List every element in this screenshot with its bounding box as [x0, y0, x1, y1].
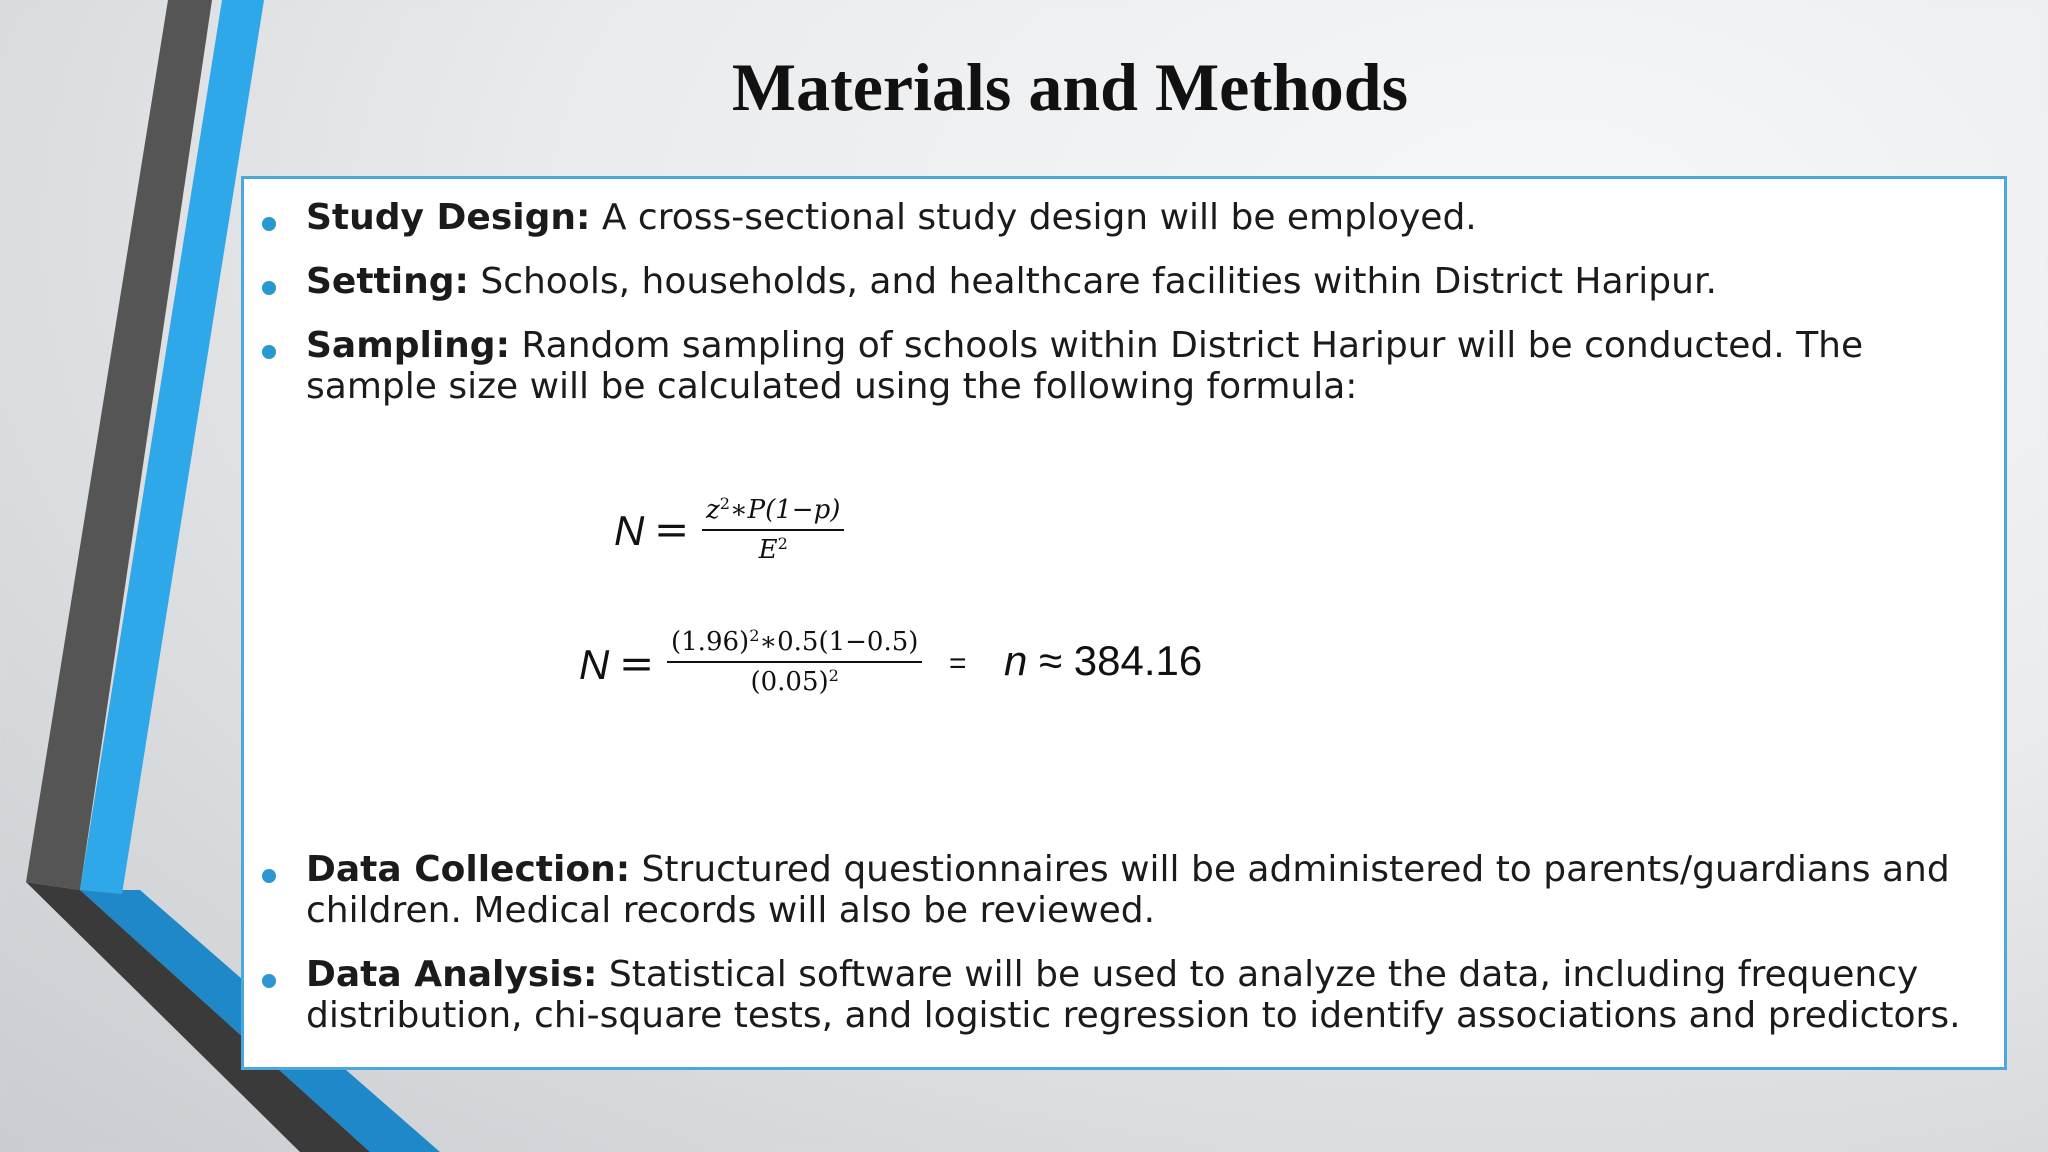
result	[1004, 637, 1202, 685]
bullet-label: Data Collection:	[306, 849, 631, 890]
var-e: E	[758, 535, 778, 565]
exponent: 2	[749, 626, 760, 646]
exponent: 2	[777, 534, 788, 554]
formula-denominator	[702, 531, 844, 565]
result-equals: =	[949, 647, 967, 680]
bullet-body: A cross-sectional study design will be employed.	[590, 197, 1477, 238]
bullet-dot	[262, 217, 276, 231]
formula-fraction	[667, 627, 922, 697]
result-value: ≈ 384.16	[1027, 637, 1203, 684]
formula-lhs: N	[614, 507, 645, 554]
bullet-body: Schools, households, and healthcare facilities within District Haripur.	[468, 261, 1717, 302]
var-z: z	[706, 495, 720, 525]
bullet-text	[306, 954, 1974, 1036]
formula-lhs: N	[579, 641, 610, 688]
numerator-rest: ∗P(1−p)	[729, 495, 841, 525]
bullet-text	[306, 325, 1974, 407]
bullet-label: Setting:	[306, 261, 469, 302]
formula-numerator	[702, 495, 844, 531]
bullet-body: Statistical software will be used to analyze the data, including frequency distribution, chi-square tests, and logistic regression to identify associations and predictors.	[306, 954, 1961, 1036]
content-box	[241, 176, 2007, 1070]
result-var: n	[1004, 637, 1028, 684]
denominator-base: (0.05)	[750, 667, 829, 697]
bullet-dot	[262, 974, 276, 988]
bullet-label: Data Analysis:	[306, 954, 598, 995]
bullet-text	[306, 261, 1974, 302]
slide-title: Materials and Methods	[731, 49, 1409, 125]
bullet-dot	[262, 869, 276, 883]
formula-equals: =	[654, 505, 690, 554]
numerator-base: (1.96)	[671, 627, 750, 657]
bullet-text	[306, 849, 1974, 931]
bullet-label: Sampling:	[306, 325, 510, 366]
exponent: 2	[719, 494, 730, 514]
bullet-body: Structured questionnaires will be administered to parents/guardians and children. Medical records will also be reviewed.	[306, 849, 1950, 931]
bullet-dot	[262, 345, 276, 359]
formula-equals: =	[619, 639, 655, 688]
numerator-rest: ∗0.5(1−0.5)	[759, 627, 919, 657]
bullet-dot	[262, 281, 276, 295]
formula-denominator	[667, 663, 922, 697]
bullet-label: Study Design:	[306, 197, 591, 238]
exponent: 2	[828, 666, 839, 686]
formula-numerator	[667, 627, 922, 663]
bullet-body: Random sampling of schools within District Haripur will be conducted. The sample size will be calculated using the following formula:	[306, 325, 1864, 407]
formula-fraction	[702, 495, 844, 565]
bullet-text	[306, 197, 1974, 238]
